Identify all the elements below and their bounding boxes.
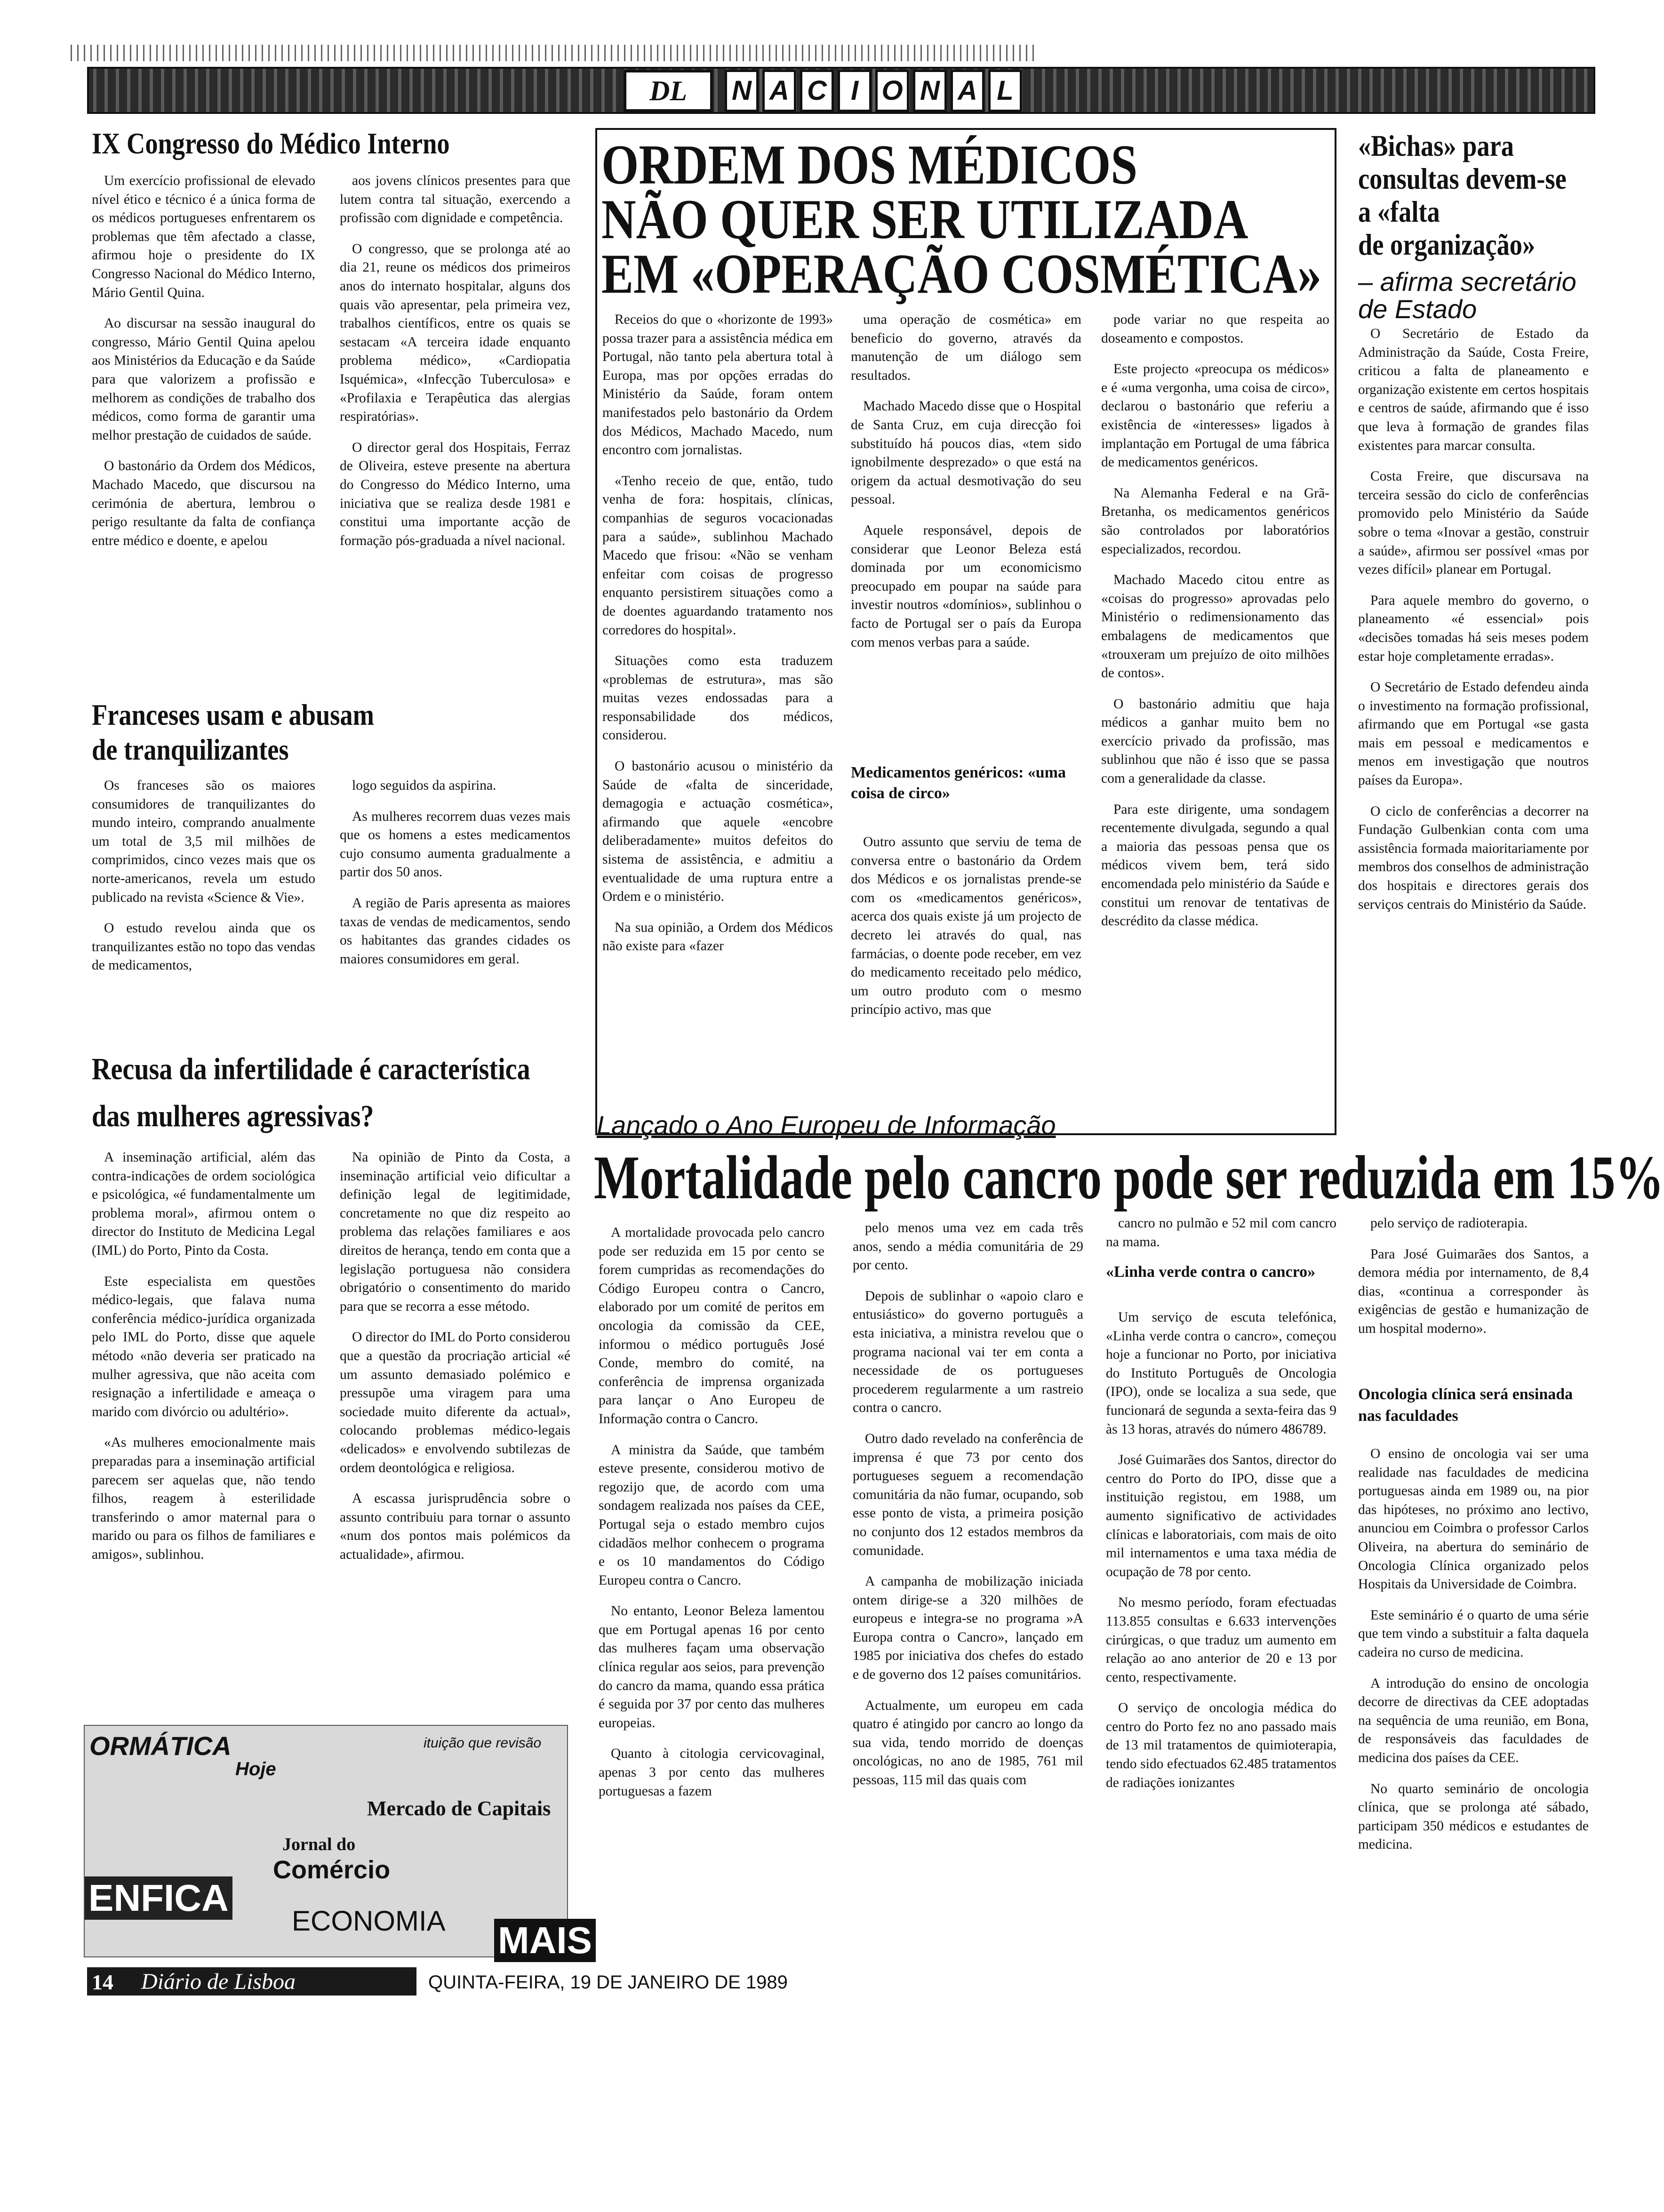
paragraph: Outro dado revelado na conferência de imprensa é que 73 por cento dos portugueses seguem a recomendação comunitária da não fumar, ocupando, sob esse ponto de vista, a primeira posição no conjunto dos 12 estados membros da comunidade. <box>853 1431 1083 1558</box>
paragraph: Machado Macedo disse que o Hospital de Santa Cruz, em cuja direcção foi substituído há poucos dias, «tem sido ignobilmente desprezado» o que está na origem da actual desmotivação do seu pessoal. <box>851 399 1081 507</box>
paragraph: uma operação de cosmética» em beneficio do governo, através da manutenção de um diálogo sem resultados. <box>851 312 1081 383</box>
paragraph: As mulheres recorrem duas vezes mais que os homens a estes medicamentos cujo consumo aumenta gradualmente a partir dos 50 anos. <box>340 809 570 880</box>
article-5-title-line-1: «Bichas» para <box>1358 129 1514 162</box>
paragraph: O estudo revelou ainda que os tranquilizantes estão no topo das vendas de medicamentos, <box>92 921 315 973</box>
paragraph: Para este dirigente, uma sondagem recentemente divulgada, segundo a qual a maioria das pessoas pensa que os médicos vivem bem, terá sido encomendada pelo ministério da Saúde e constitui um renovar de tentativas de descrédito da classe médica. <box>1101 801 1329 929</box>
section-letter: I <box>838 70 872 112</box>
paragraph: O Secretário de Estado defendeu ainda o investimento na formação profissional, afirmando que em Portugal «se gasta mais em pessoal e medicamentos e menos em investigação que noutros países da Europa». <box>1358 680 1589 788</box>
paragraph: Situações como esta traduzem «problemas de estrutura», mas são muitas vezes endossadas para a responsabilidade dos médicos, considerou. <box>602 653 833 743</box>
article-5-col <box>1358 325 1589 926</box>
article-3-col-1 <box>92 1148 315 1576</box>
article-4-col-2-bottom <box>851 833 1081 1032</box>
article-3-title-line-2: das mulheres agressivas? <box>92 1099 374 1133</box>
paragraph: A ministra da Saúde, que também esteve presente, considerou motivo de regozijo que, de acordo com uma sondagem realizada nos países da CEE, Portugal seja o estado membro cujos cidadãos melhor conhecem o programa e os 10 mandamentos do Código Europeu contra o Cancro. <box>599 1442 824 1588</box>
article-5-subtitle-line-1: – afirma secretário <box>1358 267 1576 297</box>
paragraph: «Tenho receio de que, então, tudo venha de fora: hospitais, clínicas, companhias de seguros vocacionadas para a saúde», sublinhou Machado Macedo que frisou: «Não se venham enfeitar com coisas de progresso enquanto persistirem situações como a de doentes aguardando tratamento nos corredores do hospital». <box>602 473 833 638</box>
paragraph: O director do IML do Porto considerou que a questão da procriação articial «é um assunto demasiado polémico e pressupõe uma viragem para uma sociedade muito diferente da actual», colocando problemas médico-legais «delicados» e envolvendo subtilezas de ordem deontológica e religiosa. <box>340 1330 570 1475</box>
paragraph: José Guimarães dos Santos, director do centro do Porto do IPO, disse que a instituição registou, em 1988, um aumento significativo de actividades clínicas e laboratoriais, com mais de oito mil internamentos e uma taxa média de ocupação de 78 por cento. <box>1106 1452 1336 1579</box>
paragraph: O ensino de oncologia vai ser uma realidade nas faculdades de medicina portuguesas ainda em 1989 ou, na pior das hipóteses, no próximo ano lectivo, anunciou em Coimbra o professor Carlos Oliveira, na abertura do seminário de Oncologia Clínica organizado pelos Hospitais da Universidade de Coimbra. <box>1358 1446 1589 1592</box>
paragraph: «As mulheres emocionalmente mais preparadas para a inseminação artificial parecem ser aquelas que, não tendo filhos, reagem à esterilidade transferindo o amor maternal para o marido ou para os filhos de familiares e amigos», sublinhou. <box>92 1435 315 1562</box>
paragraph: Costa Freire, que discursava na terceira sessão do ciclo de conferências promovido pelo Ministério da Saúde sobre o tema «Inovar a gestão, construir a saúde», afirmou ser possível «mas por vezes difícil» planear em Portugal. <box>1358 469 1589 577</box>
paragraph: Um serviço de escuta telefónica, «Linha verde contra o cancro», começou hoje a funcionar no Porto, por iniciativa do Instituto Português de Oncologia (IPO), onde se localiza a sua sede, que funcionará de segunda a sexta-feira das 9 às 13 horas, através do número 486789. <box>1106 1310 1336 1437</box>
article-6-subhead-1: «Linha verde contra o cancro» <box>1106 1263 1316 1281</box>
article-6-title: Mortalidade pelo cancro pode ser reduzida em 15% <box>594 1143 1664 1212</box>
paragraph: O bastonário acusou o ministério da Saúde de «falta de sinceridade, demagogia e actuação cosmética», afirmando que aquele «encobre deliberadamente» muitos defeitos do sistema de assistência, e admitiu a eventualidade de uma ruptura entre a Ordem e o ministério. <box>602 759 833 905</box>
paragraph: No mesmo período, foram efectuadas 113.855 consultas e 6.633 intervenções cirúrgicas, o que traduz um aumento em relação ao ano anterior de 20 e 13 por cento, respectivamente. <box>1106 1595 1336 1685</box>
advertisement-collage <box>84 1725 592 1961</box>
paragraph: O congresso, que se prolonga até ao dia 21, reune os médicos dos primeiros anos do internato hospitalar, alguns dos quais vão apresentar, pela primeira vez, trabalhos científicos, entre os quais se sestacam «A terceira idade enquanto problema médico», «Cardiopatia Isquémica», «Infecção Tuberculosa» e «Profilaxia e Terapêutica das alergias respiratórias». <box>340 241 570 425</box>
paragraph: Para aquele membro do governo, o planeamento «é essencial» pois «decisões tomadas há seis meses podem estar hoje completamente erradas». <box>1358 593 1589 664</box>
article-6-subhead-2: Oncologia clínica será ensinada nas faculdades <box>1358 1386 1573 1425</box>
article-6-col-2 <box>853 1219 1083 1802</box>
ad-text-informatica: ORMÁTICA <box>89 1731 232 1761</box>
article-6-col-3-top <box>1106 1214 1336 1264</box>
ad-text-jornal: Jornal do <box>282 1835 356 1854</box>
article-6-col-4-top <box>1358 1214 1589 1351</box>
paragraph: Para José Guimarães dos Santos, a demora média por internamento, de 8,4 dias, «continua a corresponder às exigências de gestão e humanização de um hospital moderno». <box>1358 1246 1589 1336</box>
ad-text-mercado: Mercado de Capitais <box>367 1797 551 1820</box>
article-2-title-line-1: Franceses usam e abusam <box>92 698 374 731</box>
ad-text-mais: MAIS <box>494 1919 596 1962</box>
article-4-title-line-2: NÃO QUER SER UTILIZADA <box>601 188 1248 250</box>
paragraph: Este projecto «preocupa os médicos» e é «uma vergonha, uma coisa de circo», declarou o bastonário que referiu a existência de «interesses» ligados à implantação em Portugal de uma fábrica de medicamentos genéricos. <box>1101 361 1329 470</box>
article-5-subtitle <box>1358 268 1576 323</box>
paragraph: A introdução do ensino de oncologia decorre de directivas da CEE adoptadas na sequência de uma reunião, em Bona, de responsáveis das faculdades de medicina dos países da CEE. <box>1358 1675 1589 1765</box>
article-5-title-line-2: consultas devem-se <box>1358 162 1567 195</box>
newspaper-logo: DL <box>624 70 713 112</box>
article-5-title-line-4: de organização» <box>1358 228 1536 261</box>
ad-text-revisao: ituição que revisão <box>424 1735 542 1751</box>
article-1-title: IX Congresso do Médico Interno <box>92 127 450 160</box>
article-4-col-3 <box>1101 311 1329 943</box>
paragraph: Este especialista em questões médico-legais, que falava numa conferência médico-jurídica organizada pelo IML do Porto, disse que aquele método «não deveria ser praticado na mulher agressiva, que não aceita com resignação a infertilidade e ameaça o marido com divórcio ou adultério». <box>92 1274 315 1419</box>
article-6-kicker: Lançado o Ano Europeu de Informação <box>597 1110 1056 1140</box>
paragraph: pelo serviço de radioterapia. <box>1370 1216 1528 1231</box>
article-4-title <box>601 133 1322 305</box>
paragraph: Depois de sublinhar o «apoio claro e entusiástico» do governo português a esta iniciativa, a ministra revelou que o programa nacional vai ter em conta a necessidade de os portugueses procederem regularmente a um rastreio contra o cancro. <box>853 1288 1083 1416</box>
paragraph: A mortalidade provocada pelo cancro pode ser reduzida em 15 por cento se forem cumpridas as recomendações do Código Europeu contra o Cancro, elaborado por um comité de peritos em oncologia da comissão da CEE, informou o médico português José Conde, membro do comité, na conferência de imprensa organizada para lançar o Ano Europeu de Informação contra o Cancro. <box>599 1225 824 1427</box>
article-6-col-3-bottom <box>1106 1308 1336 1804</box>
article-2-col-1 <box>92 777 315 987</box>
paragraph: A escassa jurisprudência sobre o assunto contribuiu para tornar o assunto «num dos pontos mais polémicos da actualidade», afirmou. <box>340 1491 570 1562</box>
article-1-col-2 <box>340 172 570 562</box>
paragraph: No quarto seminário de oncologia clínica, que se prolonga até sábado, participam 350 médicos e estudantes de medicina. <box>1358 1781 1589 1852</box>
top-ruler-decoration <box>71 45 1035 61</box>
ad-text-hoje: Hoje <box>235 1759 276 1779</box>
paragraph: Este seminário é o quarto de uma série que tem vindo a substituir a falta daquela cadeira no curso de medicina. <box>1358 1607 1589 1660</box>
article-5-title-line-3: a «falta <box>1358 195 1440 228</box>
paragraph: Ao discursar na sessão inaugural do congresso, Mário Gentil Quina apelou aos Ministérios da Educação e da Saúde para que valorizem a profissão e melhorem as condições de trabalho dos médicos, como forma de garantir uma melhor prestação de cuidados de saúde. <box>92 316 315 443</box>
section-letter: C <box>800 70 834 112</box>
paragraph: Receios do que o «horizonte de 1993» possa trazer para a assistência médica em Portugal, não tanto pela abertura total à Europa, mas por opções erradas do Ministério da Saúde, foram ontem manifestados pelo bastonário da Ordem dos Médicos, Machado Macedo, num encontro com jornalistas. <box>602 312 833 458</box>
newspaper-name: Diário de Lisboa <box>141 1969 296 1994</box>
article-4-title-line-1: ORDEM DOS MÉDICOS <box>601 133 1138 196</box>
paragraph: Aquele responsável, depois de considerar que Leonor Beleza está dominada por um economicismo preocupado em poupar na saúde para investir noutros «domínios», sublinhou o facto de Portugal ser o país da Europa com menos verbas para a saúde. <box>851 522 1081 650</box>
article-4-subhead: Medicamentos genéricos: «uma coisa de circo» <box>851 764 1066 802</box>
publication-date: QUINTA-FEIRA, 19 DE JANEIRO DE 1989 <box>428 1972 788 1993</box>
paragraph: Machado Macedo citou entre as «coisas do progresso» aprovadas pelo Ministério o redimensionamento das embalagens de medicamentos que «trouxeram um prejuízo de oito milhões de contos». <box>1101 572 1329 681</box>
ad-text-comercio: Comércio <box>273 1856 391 1884</box>
article-6-col-1 <box>599 1224 824 1813</box>
paragraph: A região de Paris apresenta as maiores taxas de vendas de medicamentos, sendo os habitantes das grandes cidades os maiores consumidores em geral. <box>340 895 570 967</box>
section-letter: O <box>875 70 909 112</box>
article-2-title-line-2: de tranquilizantes <box>92 733 289 766</box>
article-6-col-4-bottom <box>1358 1445 1589 1867</box>
article-5-title <box>1358 129 1567 261</box>
page-number: 14 <box>92 1970 113 1994</box>
paragraph: aos jovens clínicos presentes para que lutem contra tal situação, exercendo a profissão com dignidade e competência. <box>340 173 570 226</box>
paragraph: O ciclo de conferências a decorrer na Fundação Gulbenkian conta com uma assistência formada maioritariamente por membros dos conselhos de administração dos hospitais e directores gerais dos serviços centrais do Ministério da Saúde. <box>1358 803 1589 912</box>
section-letter: L <box>988 70 1022 112</box>
paragraph: Na opinião de Pinto da Costa, a inseminação artificial veio dificultar a definição legal de legitimidade, concretamente no que diz respeito ao problema das relações familiares e aos direitos de herança, tendo em conta que a legislação portuguesa não considera obrigatório o consentimento do marido para que se recorra a esse método. <box>340 1150 570 1314</box>
ad-text-benfica: ENFICA <box>85 1876 232 1920</box>
paragraph: Na Alemanha Federal e na Grã-Bretanha, os medicamentos genéricos são controlados por laboratórios especializados, recordou. <box>1101 485 1329 557</box>
section-letter: N <box>913 70 947 112</box>
paragraph: O serviço de oncologia médica do centro do Porto fez no ano passado mais de 13 mil tratamentos de quimioterapia, tendo sido efectuados 62.485 tratamentos de radiações ionizantes <box>1106 1700 1336 1790</box>
article-2-title <box>92 697 374 767</box>
paragraph: logo seguidos da aspirina. <box>352 778 496 793</box>
article-4-col-2-top <box>851 311 1081 664</box>
paragraph: Actualmente, um europeu em cada quatro é atingido por cancro ao longo da sua vida, tendo morrido de doenças oncológicas, no ano de 1985, 761 mil pessoas, 115 mil das quais com <box>853 1698 1083 1788</box>
section-letter: A <box>951 70 984 112</box>
paragraph: O Secretário de Estado da Administração da Saúde, Costa Freire, criticou a falta de planeamento e organização existente em certos hospitais e centros de saúde, afirmando que é isso que leva à formação de grandes filas existentes para marcar consulta. <box>1358 326 1589 453</box>
article-3-col-2 <box>340 1148 570 1576</box>
ad-text-economia: ECONOMIA <box>292 1905 446 1937</box>
paragraph: Um exercício profissional de elevado nível ético e técnico é a única forma de os médicos portugueses enfrentarem os problemas que têm afectado a classe, afirmou hoje o presidente do IX Congresso Nacional do Médico Interno, Mário Gentil Quina. <box>92 173 315 300</box>
paragraph: Outro assunto que serviu de tema de conversa entre o bastonário da Ordem dos Médicos e os jornalistas prende-se com os «medicamentos genéricos», acerca dos quais existe já um projecto de decreto lei através do qual, nas farmácias, o doente pode receber, em vez do medicamento receitado pelo médico, um outro produto com o mesmo princípio activo, mas que <box>851 834 1081 1018</box>
paragraph: pode variar no que respeita ao doseamento e compostos. <box>1101 312 1329 346</box>
paragraph: O bastonário da Ordem dos Médicos, Machado Macedo, que discursou na cerimónia de abertura, lembrou o perigo resultante da falta de confiança entre médico e doente, e apelou <box>92 458 315 548</box>
article-5-subtitle-line-2: de Estado <box>1358 294 1477 324</box>
paragraph: cancro no pulmão e 52 mil com cancro na mama. <box>1106 1216 1336 1250</box>
paragraph: No entanto, Leonor Beleza lamentou que em Portugal apenas 16 por cento das mulheres façam uma observação clínica regular aos seios, para prevenção do cancro da mama, quando essa prática é seguida por 37 por cento das mulheres europeias. <box>599 1603 824 1731</box>
section-letter: A <box>762 70 796 112</box>
article-3-title-line-1: Recusa da infertilidade é característica <box>92 1052 530 1086</box>
article-2-col-2 <box>340 777 570 981</box>
article-4-title-line-3: EM «OPERAÇÃO COSMÉTICA» <box>601 242 1322 305</box>
article-4-col-1 <box>602 311 833 968</box>
paragraph: A inseminação artificial, além das contra-indicações de ordem sociológica e psicológica, «é fundamentalmente um problema moral», afirmou ontem o director do Instituto de Medicina Legal (IML) do Porto, Pinto da Costa. <box>92 1150 315 1258</box>
section-name <box>725 70 1026 112</box>
paragraph: A campanha de mobilização iniciada ontem dirige-se a 320 milhões de europeus e integra-se no programa »A Europa contra o Cancro», lançado em 1985 por iniciativa dos chefes do estado e de governo dos 12 países comunitários. <box>853 1574 1083 1683</box>
paragraph: O bastonário admitiu que haja médicos a ganhar muito bem no exercício privado da profissão, mas sublinhou que não é isso que se passa com a generalidade da classe. <box>1101 696 1329 786</box>
paragraph: Os franceses são os maiores consumidores de tranquilizantes do mundo inteiro, comprando anualmente um total de 3,5 mil milhões de comprimidos, cinco vezes mais que os norte-americanos, revela um estudo publicado na revista «Science & Vie». <box>92 778 315 905</box>
section-letter: N <box>725 70 759 112</box>
article-1-col-1 <box>92 172 315 562</box>
paragraph: Quanto à citologia cervicovaginal, apenas 3 por cento das mulheres portuguesas a fazem <box>599 1746 824 1799</box>
paragraph: pelo menos uma vez em cada três anos, sendo a média comunitária de 29 por cento. <box>853 1220 1083 1273</box>
paragraph: Na sua opinião, a Ordem dos Médicos não existe para «fazer <box>602 920 833 954</box>
paragraph: O director geral dos Hospitais, Ferraz de Oliveira, esteve presente na abertura do Congresso do Médico Interno, uma iniciativa que se realiza desde 1981 e constitui uma importante acção de formação pós-graduada a nível nacional. <box>340 440 570 548</box>
article-3-title <box>92 1046 530 1140</box>
